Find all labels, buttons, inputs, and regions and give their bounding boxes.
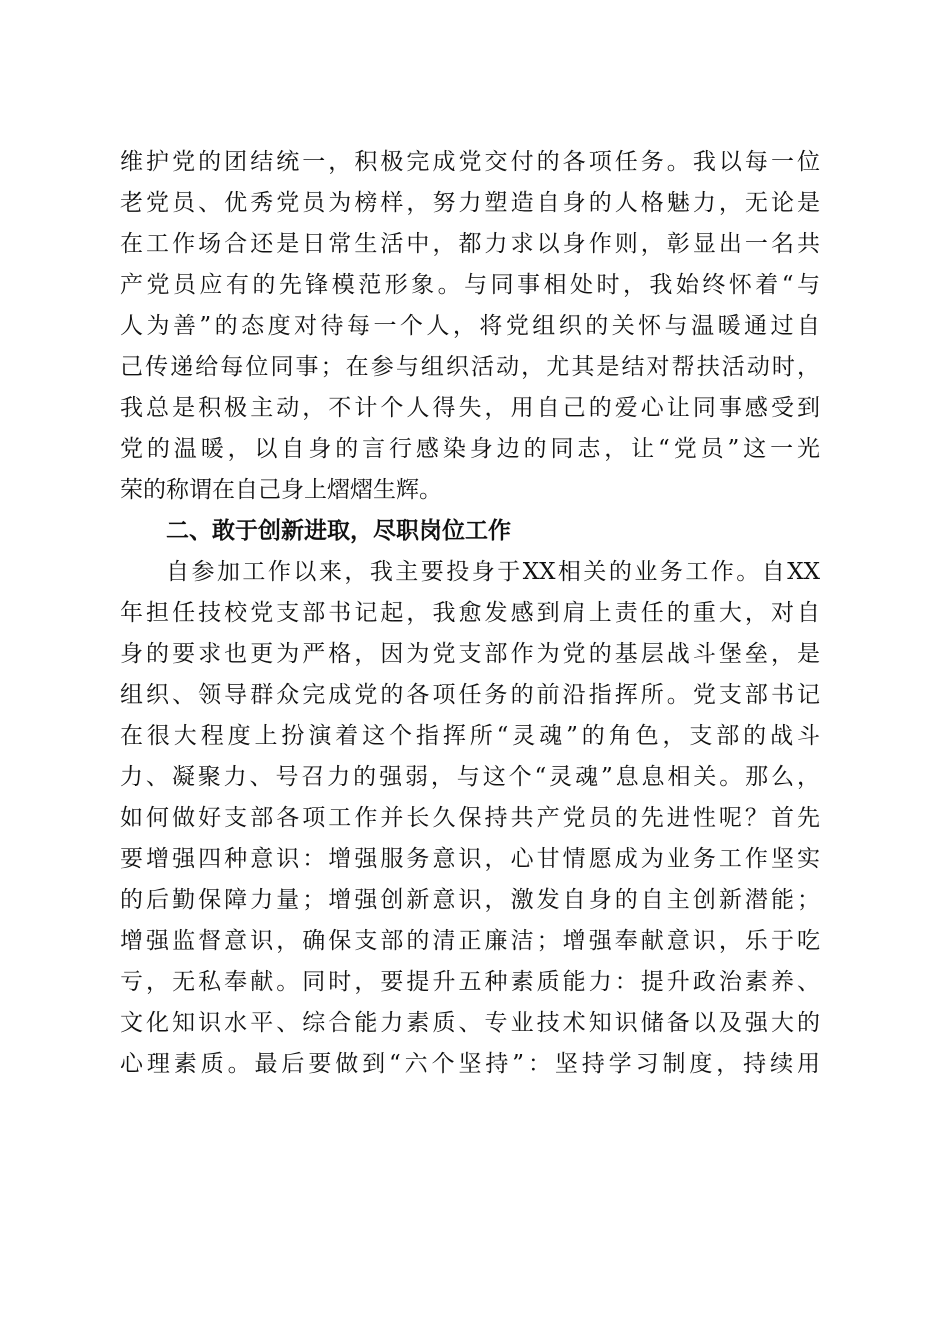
text-line: 力、凝聚力、号召力的强弱，与这个“灵魂”息息相关。那么， (120, 764, 820, 790)
paragraph-2 (120, 552, 820, 1085)
text-line: 要增强四种意识：增强服务意识，心甘情愿成为业务工作坚实 (120, 846, 820, 872)
text-line: 党的温暖，以自身的言行感染身边的同志，让“党员”这一光 (120, 436, 820, 462)
text-line: 己传递给每位同事；在参与组织活动，尤其是结对帮扶活动时， (120, 354, 820, 380)
text-line: 文化知识水平、综合能力素质、专业技术知识储备以及强大的 (120, 1010, 820, 1036)
text-line: 如何做好支部各项工作并长久保持共产党员的先进性呢？首先 (120, 805, 820, 831)
text-line: 在工作场合还是日常生活中，都力求以身作则，彰显出一名共 (120, 231, 820, 257)
text-line: 身的要求也更为严格，因为党支部作为党的基层战斗堡垒，是 (120, 641, 820, 667)
text-line: 自参加工作以来，我主要投身于XX相关的业务工作。自XX (166, 559, 820, 585)
text-line: 增强监督意识，确保支部的清正廉洁；增强奉献意识，乐于吃 (120, 928, 820, 954)
text-line: 人为善”的态度对待每一个人，将党组织的关怀与温暖通过自 (120, 313, 820, 339)
text-line: 亏，无私奉献。同时，要提升五种素质能力：提升政治素养、 (120, 969, 820, 995)
text-line: 产党员应有的先锋模范形象。与同事相处时，我始终怀着“与 (120, 272, 820, 298)
text-line: 老党员、优秀党员为榜样，努力塑造自身的人格魅力，无论是 (120, 190, 820, 216)
text-line: 在很大程度上扮演着这个指挥所“灵魂”的角色，支部的战斗 (120, 723, 820, 749)
text-line: 组织、领导群众完成党的各项任务的前沿指挥所。党支部书记 (120, 682, 820, 708)
document-body (120, 142, 820, 1085)
paragraph-1 (120, 142, 820, 511)
text-line: 我总是积极主动，不计个人得失，用自己的爱心让同事感受到 (120, 395, 820, 421)
text-line: 荣的称谓在自己身上熠熠生辉。 (120, 477, 442, 503)
text-line: 的后勤保障力量；增强创新意识，激发自身的自主创新潜能； (120, 887, 820, 913)
text-line: 年担任技校党支部书记起，我愈发感到肩上责任的重大，对自 (120, 600, 820, 626)
text-line: 维护党的团结统一，积极完成党交付的各项任务。我以每一位 (120, 149, 820, 175)
text-line: 心理素质。最后要做到“六个坚持”：坚持学习制度，持续用 (120, 1051, 820, 1077)
section-heading: 二、敢于创新进取，尽职岗位工作 (166, 518, 511, 544)
